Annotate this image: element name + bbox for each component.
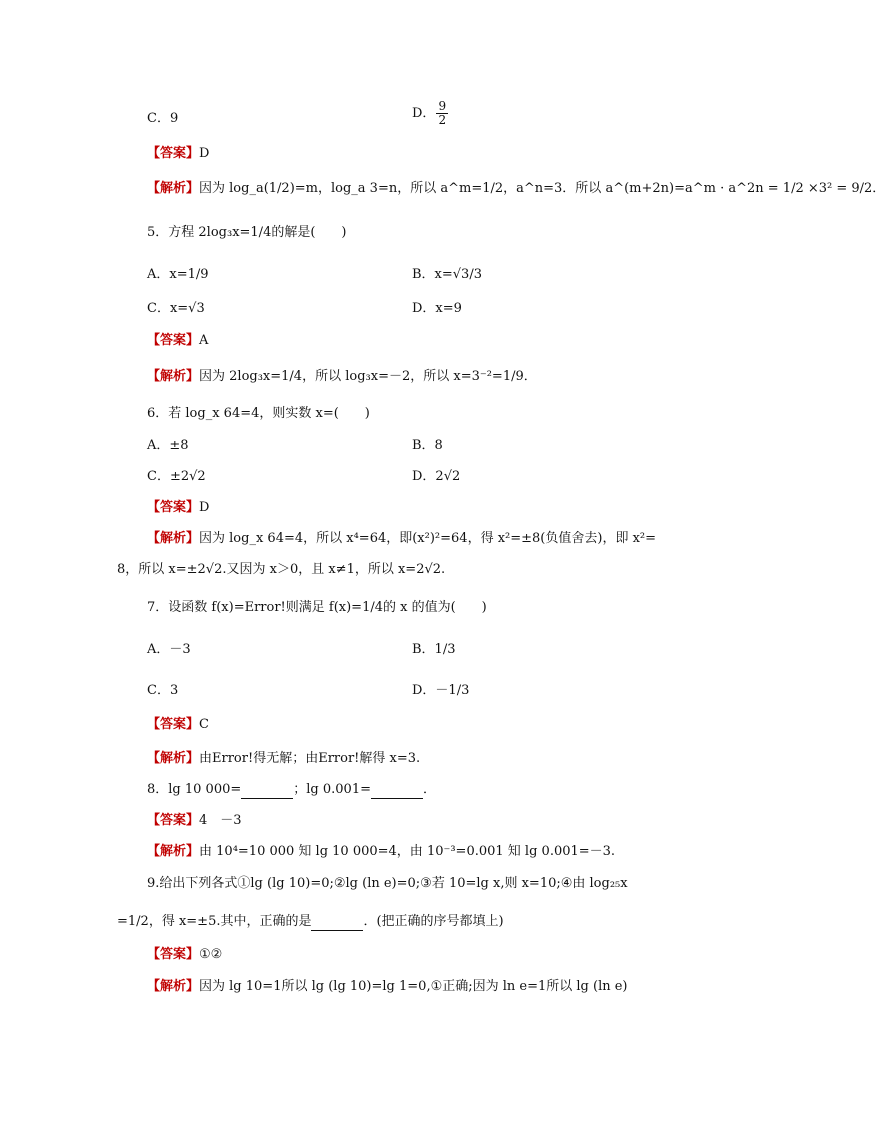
analysis-tag: 【解析】	[147, 531, 200, 546]
answer-tag: 【答案】	[147, 813, 200, 828]
q6-option-c: C．±2√2	[147, 469, 206, 484]
answer-tag: 【答案】	[147, 947, 200, 962]
answer-tag: 【答案】	[147, 146, 200, 161]
q8-analysis	[147, 843, 615, 861]
q4-option-c: C．9	[147, 111, 179, 126]
q6-option-b: B．8	[412, 438, 443, 453]
q4-analysis	[147, 180, 885, 198]
q9-stem-part2: ．(把正确的序号都填上)	[363, 914, 504, 929]
analysis-text: 因为 log_a(1/2)=m，log_a 3=n，所以 a^m=1/2，a^n=3．所以 a^(m+2n)=a^m · a^2n = 1/2 ×3² = 9/2．	[199, 181, 885, 196]
answer-value: D	[199, 146, 210, 161]
q5-option-a: A．x=1/9	[147, 267, 209, 282]
q4-option-d	[412, 100, 449, 127]
answer-value: ①②	[199, 947, 223, 962]
q4-option-d-label: D．	[412, 106, 436, 121]
q5-option-c: C．x=√3	[147, 301, 205, 316]
answer-value: 4 －3	[199, 813, 242, 828]
answer-value: D	[199, 500, 210, 515]
answer-value: A	[199, 333, 209, 348]
q8-stem-part3: ．	[423, 782, 437, 797]
q8-stem-part1: 8．lg 10 000=	[147, 782, 242, 797]
q6-option-d: D．2√2	[412, 469, 461, 484]
q9-stem-line1: 9.给出下列各式①lg (lg 10)=0;②lg (ln e)=0;③若 10=lg x,则 x=10;④由 log₂₅x	[147, 876, 628, 891]
q8-answer	[147, 812, 242, 830]
q5-analysis	[147, 368, 537, 386]
q6-analysis-line2: 8，所以 x=±2√2.又因为 x＞0，且 x≠1，所以 x=2√2.	[117, 562, 446, 577]
q4-answer	[147, 145, 209, 163]
fraction-numerator: 9	[438, 99, 447, 113]
q9-stem-part1: =1/2，得 x=±5.其中，正确的是	[117, 914, 312, 929]
q7-option-c: C．3	[147, 683, 179, 698]
q5-option-d: D．x=9	[412, 301, 462, 316]
analysis-text: 因为 2log₃x=1/4，所以 log₃x=－2，所以 x=3⁻²=1/9．	[199, 369, 537, 384]
q7-option-b: B．1/3	[412, 642, 456, 657]
answer-blank[interactable]	[311, 918, 363, 931]
q5-option-b: B．x=√3/3	[412, 267, 482, 282]
q5-answer	[147, 332, 208, 350]
answer-blank[interactable]	[371, 786, 423, 799]
q5-stem: 5．方程 2log₃x=1/4的解是( )	[147, 225, 347, 240]
analysis-text: 因为 lg 10=1所以 lg (lg 10)=lg 1=0,①正确;因为 ln e=1所以 lg (ln e)	[199, 979, 628, 994]
q9-analysis	[147, 978, 628, 996]
q6-option-a: A．±8	[147, 438, 189, 453]
q7-analysis	[147, 750, 420, 768]
answer-tag: 【答案】	[147, 500, 200, 515]
answer-blank[interactable]	[241, 786, 293, 799]
q6-analysis-line1	[147, 530, 656, 548]
q7-stem: 7．设函数 f(x)=Error!则满足 f(x)=1/4的 x 的值为( )	[147, 600, 487, 615]
q6-answer	[147, 499, 209, 517]
q6-stem: 6．若 log_x 64=4，则实数 x=( )	[147, 406, 370, 421]
analysis-text: 由 10⁴=10 000 知 lg 10 000=4，由 10⁻³=0.001 知 lg 0.001=－3.	[199, 844, 616, 859]
q8-stem-part2: ；lg 0.001=	[293, 782, 371, 797]
analysis-tag: 【解析】	[147, 979, 200, 994]
analysis-text: 由Error!得无解；由Error!解得 x=3.	[199, 751, 421, 766]
fraction	[436, 100, 448, 127]
answer-tag: 【答案】	[147, 717, 200, 732]
q7-answer	[147, 716, 209, 734]
analysis-tag: 【解析】	[147, 844, 200, 859]
q7-option-d: D．－1/3	[412, 683, 470, 698]
q7-option-a: A．－3	[147, 642, 191, 657]
analysis-tag: 【解析】	[147, 369, 200, 384]
q9-answer	[147, 946, 222, 964]
analysis-tag: 【解析】	[147, 751, 200, 766]
fraction-denominator: 2	[438, 113, 447, 127]
q9-stem-line2	[117, 913, 504, 931]
answer-value: C	[199, 717, 209, 732]
answer-tag: 【答案】	[147, 333, 200, 348]
q8-stem	[147, 781, 436, 799]
analysis-tag: 【解析】	[147, 181, 200, 196]
analysis-text: 因为 log_x 64=4，所以 x⁴=64，即(x²)²=64，得 x²=±8(负值舍去)，即 x²=	[199, 531, 657, 546]
